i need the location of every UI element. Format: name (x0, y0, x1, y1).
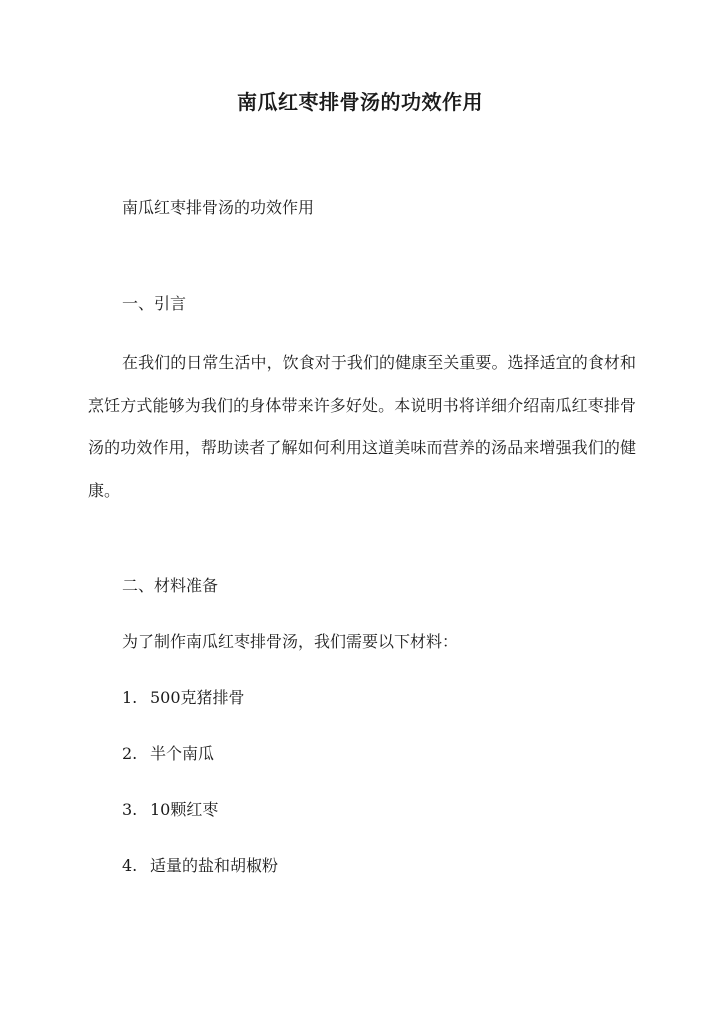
list-item-text: 适量的盐和胡椒粉 (150, 856, 279, 875)
list-item-number: 2. (122, 744, 138, 763)
section-heading-intro: 一、引言 (122, 294, 187, 313)
list-item-number: 1. (122, 688, 138, 707)
intro-paragraph: 在我们的日常生活中，饮食对于我们的健康至关重要。选择适宜的食材和烹饪方式能够为我们的身体带来许多好处。本说明书将详细介绍南瓜红枣排骨汤的功效作用，帮助读者了解如何利用这道美味而营养的汤品来增强我们的健康。 (88, 353, 636, 500)
list-item-text: 500克猪排骨 (150, 688, 245, 707)
list-item (122, 686, 245, 710)
list-item-number: 3. (122, 800, 138, 819)
list-item (122, 742, 214, 766)
list-item-number: 4. (122, 856, 138, 875)
list-item-text: 半个南瓜 (150, 744, 215, 763)
section-heading-materials: 二、材料准备 (122, 576, 219, 595)
list-item-text: 10颗红枣 (150, 800, 219, 819)
list-item (122, 798, 218, 822)
document-title: 南瓜红枣排骨汤的功效作用 (237, 90, 483, 114)
materials-intro: 为了制作南瓜红枣排骨汤，我们需要以下材料： (122, 632, 459, 651)
list-item (122, 854, 278, 878)
document-subtitle: 南瓜红枣排骨汤的功效作用 (122, 198, 315, 217)
